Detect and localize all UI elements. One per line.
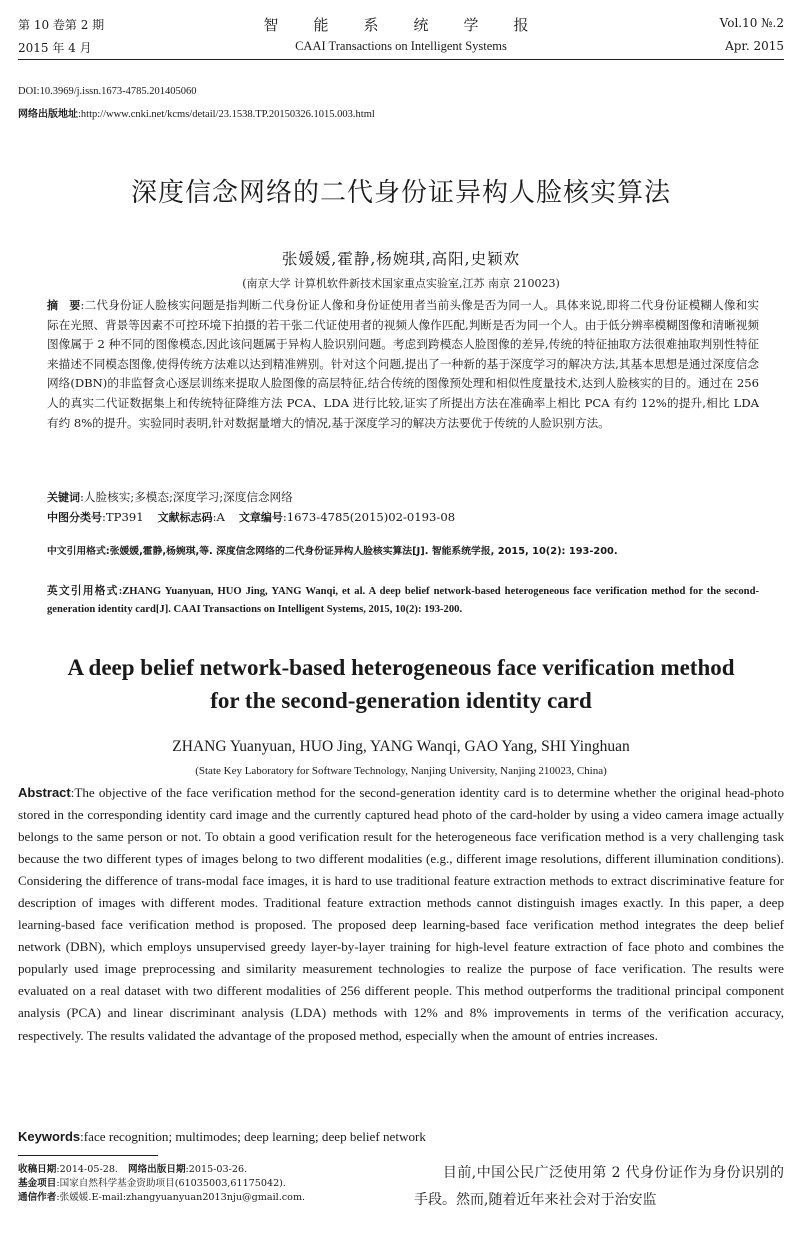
received-label: 收稿日期 [18,1164,57,1175]
english-title-line2: for the second-generation identity card [210,688,592,713]
fund-text: :国家自然科学基金资助项目(61035003,61175042). [56,1178,286,1189]
journal-name-en: CAAI Transactions on Intelligent Systems [295,39,507,53]
date-cn: 2015 年 4 月 [18,41,92,55]
date-en: Apr. 2015 [725,39,784,53]
footnote-corresponding [18,1191,398,1205]
footnote-rule [18,1155,158,1156]
citation-cn: 中文引用格式:张媛媛,霍静,杨婉琪,等. 深度信念网络的二代身份证异构人脸核实算法[J]. 智能系统学报, 2015, 10(2): 193-200. [47,546,618,557]
chinese-authors: 张媛媛,霍静,杨婉琪,高阳,史颖欢 [281,250,521,268]
corresponding-text: :张媛媛.E-mail:zhangyuanyuan2013nju@gmail.com. [56,1192,306,1203]
volume-issue-cn: 第 10 卷第 2 期 [18,18,105,32]
english-keywords-text: :face recognition; multimodes; deep learning; deep belief network [80,1129,426,1144]
header-rule [18,59,784,60]
english-keywords-label: Keywords [18,1129,81,1144]
english-keywords [18,1129,426,1145]
english-title [20,651,782,717]
english-title-line1: A deep belief network-based heterogeneous face verification method [67,655,735,680]
chinese-abstract [47,296,759,433]
clc-value: :TP391 [102,510,144,524]
volume-issue-en: Vol.10 №.2 [719,16,784,30]
doi: DOI:10.3969/j.issn.1673-4785.201405060 [18,86,197,97]
chinese-keywords-text: :人脸核实;多模态;深度学习;深度信念网络 [80,490,293,504]
online-url-label: 网络出版地址 [18,109,78,120]
chinese-abstract-label: 摘 要 [47,299,81,312]
chinese-abstract-text: :二代身份证人脸核实问题是指判断二代身份证人像和身份证使用者当前头像是否为同一人。具体来说,即将二代身份证模糊人像和实际在光照、背景等因素不可控环境下拍摄的若干张二代证使用者的视频人像作匹配,判断是否为同一个人。由于低分辨率模糊图像和清晰视频图像属于 2 种不同的图像模态,因此该问题属于异构人脸识别问题。考虑到跨模态人脸图像的差异,传统的特征抽取方法很难抽取判别性特征来描述不同模态图像,使得传统方法难以达到精准辨别。针对这个问题,提出了一种新的基于深度学习的解决方法,其基本思想是通过深度信念网络(DBN)的非监督贪心逐层训练来提取人脸图像的高层特征,结合传统的图像预处理和相似性度量技术,达到人脸核实的目的。通过在 256 人的真实二代证数据集上和传统特征降维方法 PCA、LDA 进行比较,证实了所提出方法在准确率上相比 PCA 有约 12%的提升,相比 LDA 有约 8%的提升。实验同时表明,针对数据量增大的情况,基于深度学习的解决方法要优于传统的人脸识别方法。 [47,298,759,430]
online-url-link[interactable]: :http://www.cnki.net/kcms/detail/23.1538.TP.20150326.1015.003.html [78,109,375,120]
doc-code-value: :A [212,510,225,524]
english-abstract [18,782,784,1047]
received-date: :2014-05-28. [56,1164,118,1175]
chinese-title: 深度信念网络的二代身份证异构人脸核实算法 [130,178,671,208]
online-date: :2015-03-26. [185,1164,248,1175]
english-authors: ZHANG Yuanyuan, HUO Jing, YANG Wanqi, GAO Yang, SHI Yinghuan [172,738,630,755]
citation-en: 英文引用格式:ZHANG Yuanyuan, HUO Jing, YANG Wanqi, et al. A deep belief network-based heterogeneous face verification method for the second-generation identity card[J]. CAAI Transactions on Intelligent Systems, 2015, 10(2): 193-200. [47,586,759,615]
clc-label: 中图分类号 [47,511,102,524]
classification-line [47,509,759,525]
footnote-fund [18,1177,398,1191]
english-affiliation: (State Key Laboratory for Software Technology, Nanjing University, Nanjing 210023, China) [195,765,607,777]
body-intro-text [414,1160,784,1214]
journal-name-cn: 智 能 系 统 学 报 [263,16,539,34]
english-abstract-label: Abstract [18,785,71,800]
chinese-keywords-label: 关键词 [47,491,80,504]
article-no-label: 文章编号 [238,511,283,524]
chinese-keywords [47,489,759,505]
online-url-line [18,105,375,120]
english-abstract-text: :The objective of the face verification method for the second-generation identity card is to determine whether the original head-photo stored in the corresponding identity card image and the currently captured head photo of the card-holder by using a video camera image actually belongs to the same person or not. To obtain a good verification result for the heterogeneous face verification method is a very challenging task because the two different types of images belong to two different modalities (e.g., different image resolutions, different illumination conditions). Considering the difference of trans-modal face images, it is hard to use traditional feature extraction methods to extract discriminative feature for description of images with different modes. Traditional feature extraction methods cannot distinguish images exactly. In this paper, a deep learning-based face verification method is proposed. The proposed deep learning-based face verification method integrates the deep belief network (DBN), which employs unsupervised greedy layer-by-layer training for high-level feature extraction of face photo and combines the popularly used image preprocessing and similarity measurement technologies to realize the purpose of face verification. The results were evaluated on a real dataset with two different modalities of 256 different people. This method outperforms the traditional principal component analysis (PCA) and linear discriminant analysis (LDA) methods with 12% and 8% improvements in terms of the verification accuracy, respectively. The results validated the advantage of the proposed method, especially when the amount of entries increases. [18,785,784,1043]
doc-code-label: 文献标志码 [157,511,213,524]
chinese-affiliation: (南京大学 计算机软件新技术国家重点实验室,江苏 南京 210023) [242,277,560,290]
online-date-label: 网络出版日期 [127,1164,186,1175]
fund-label: 基金项目 [18,1178,57,1189]
body-intro: 目前,中国公民广泛使用第 2 代身份证作为身份识别的手段。然而,随着近年来社会对于治安监 [414,1165,784,1208]
corresponding-label: 通信作者 [18,1192,57,1203]
footnote-dates [18,1163,398,1177]
article-no-value: :1673-4785(2015)02-0193-08 [282,510,456,524]
